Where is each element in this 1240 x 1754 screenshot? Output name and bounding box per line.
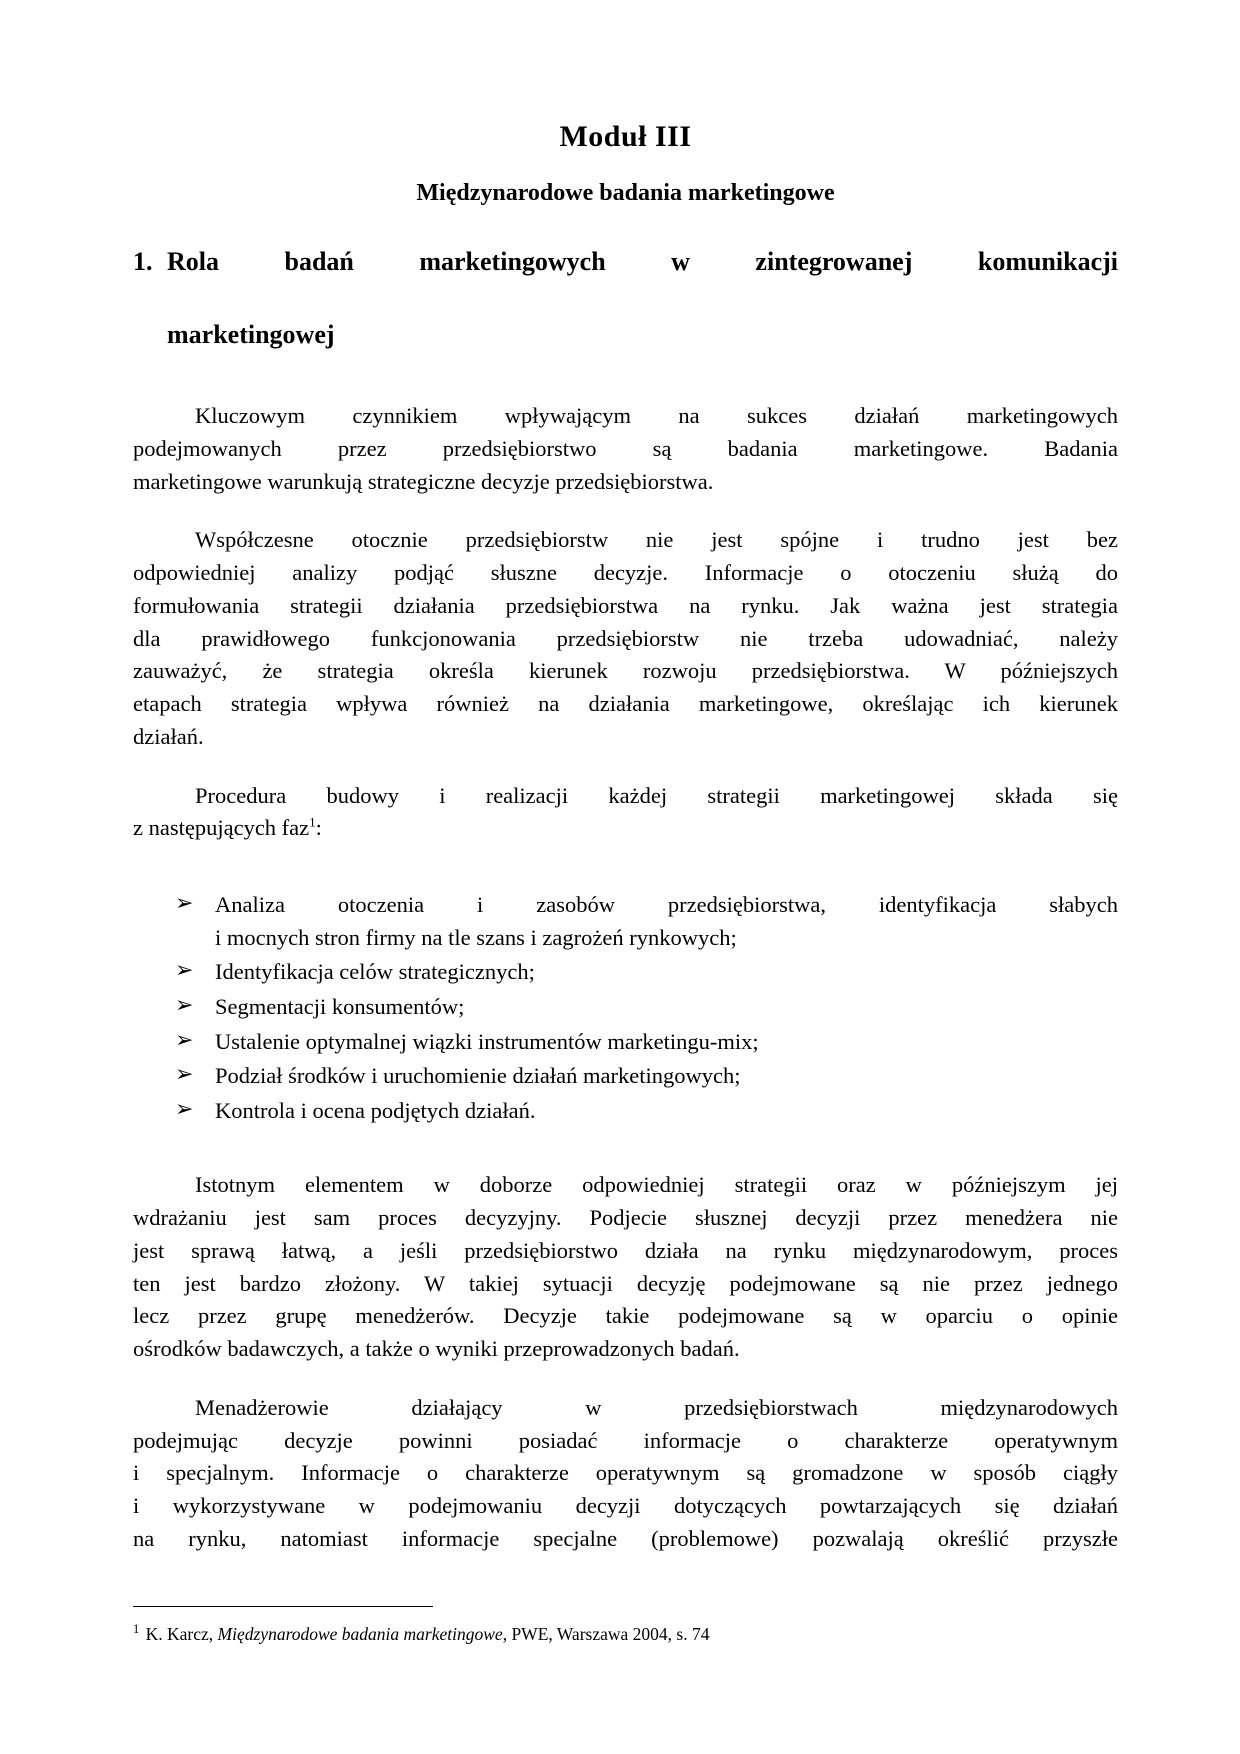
arrow-bullet-icon: ➢ bbox=[175, 958, 194, 984]
paragraph-line: dla prawidłowego funkcjonowania przedsiębiorstw nie trzeba udowadniać, należy bbox=[133, 625, 1118, 651]
list-item bbox=[175, 1095, 1118, 1128]
list-item bbox=[175, 1026, 1118, 1059]
paragraph-line: wdrażaniu jest sam proces decyzyjny. Podjecie słusznej decyzji przez menedżera nie bbox=[133, 1205, 1118, 1231]
footnote-number: 1 bbox=[133, 1621, 140, 1636]
paragraph-line-text: z następujących faz bbox=[133, 815, 310, 841]
arrow-bullet-icon: ➢ bbox=[175, 1062, 194, 1088]
list-item-line: Segmentacji konsumentów; bbox=[215, 993, 465, 1019]
paragraph-line: Istotnym elementem w doborze odpowiedniej strategii oraz w późniejszym jej bbox=[195, 1172, 1118, 1198]
paragraph-line: lecz przez grupę menedżerów. Decyzje takie podejmowane są w oparciu o opinie bbox=[133, 1303, 1118, 1329]
paragraph-1 bbox=[133, 400, 1118, 498]
paragraph-line-with-footnote bbox=[133, 812, 1118, 845]
list-item bbox=[175, 991, 1118, 1024]
paragraph-line: zauważyć, że strategia określa kierunek rozwoju przedsiębiorstwa. W późniejszych bbox=[133, 658, 1118, 684]
arrow-bullet-icon: ➢ bbox=[175, 891, 194, 917]
paragraph-line: marketingowe warunkują strategiczne decyzje przedsiębiorstwa. bbox=[133, 468, 714, 494]
list-item-line: Ustalenie optymalnej wiązki instrumentów marketingu-mix; bbox=[215, 1028, 759, 1054]
list-item bbox=[175, 956, 1118, 989]
footnote-title: Międzynarodowe badania marketingowe bbox=[217, 1623, 503, 1644]
paragraph-3 bbox=[133, 780, 1118, 845]
list-item-line: Identyfikacja celów strategicznych; bbox=[215, 959, 535, 985]
paragraph-line: Kluczowym czynnikiem wpływającym na sukces działań marketingowych bbox=[195, 403, 1118, 429]
page-subtitle: Międzynarodowe badania marketingowe bbox=[416, 179, 835, 206]
arrow-bullet-icon: ➢ bbox=[175, 1027, 194, 1053]
list-item-content bbox=[215, 991, 1118, 1024]
section-heading-text-1: Rola badań marketingowych w zintegrowanej komunikacji bbox=[167, 246, 1118, 276]
paragraph-line: jest sprawą łatwą, a jeśli przedsiębiorstwo działa na rynku międzynarodowym, proces bbox=[133, 1237, 1118, 1263]
footnote-1 bbox=[133, 1621, 1118, 1646]
list-item bbox=[175, 1060, 1118, 1093]
list-item-line: Kontrola i ocena podjętych działań. bbox=[215, 1097, 536, 1123]
footnote-area bbox=[133, 1606, 1118, 1646]
list-item-line: i mocnych stron firmy na tle szans i zagrożeń rynkowych; bbox=[215, 924, 737, 950]
paragraph-line: ten jest bardzo złożony. W takiej sytuacji decyzję podejmowane są nie przez jednego bbox=[133, 1270, 1118, 1296]
paragraph-line: i wykorzystywane w podejmowaniu decyzji dotyczących powtarzających się działań bbox=[133, 1493, 1118, 1519]
list-bottom-spacer bbox=[133, 1129, 1118, 1169]
section-heading-line-1 bbox=[133, 244, 1118, 318]
paragraph-line: i specjalnym. Informacje o charakterze operatywnym są gromadzone w sposób ciągły bbox=[133, 1460, 1118, 1486]
arrow-bullet-icon: ➢ bbox=[175, 992, 194, 1018]
list-item-content bbox=[215, 1060, 1118, 1093]
list-item-content bbox=[215, 956, 1118, 989]
list-item-content bbox=[215, 1026, 1118, 1059]
paragraph-line: ośrodków badawczych, a także o wyniki przeprowadzonych badań. bbox=[133, 1336, 740, 1362]
section-number: 1. bbox=[133, 246, 153, 276]
paragraph-2 bbox=[133, 524, 1118, 753]
paragraph-line: podejmowanych przez przedsiębiorstwo są badania marketingowe. Badania bbox=[133, 435, 1118, 461]
paragraph-line: Procedura budowy i realizacji każdej strategii marketingowej składa się bbox=[195, 782, 1118, 808]
paragraph-5 bbox=[133, 1392, 1118, 1556]
paragraph-4 bbox=[133, 1169, 1118, 1365]
paragraph-line: działań. bbox=[133, 723, 204, 749]
footnote-text-after: , PWE, Warszawa 2004, s. 74 bbox=[502, 1623, 710, 1644]
phases-list bbox=[133, 889, 1118, 1127]
paragraph-line: Menadżerowie działający w przedsiębiorstwach międzynarodowych bbox=[195, 1394, 1118, 1420]
list-item-content bbox=[215, 1095, 1118, 1128]
paragraph-line-colon: : bbox=[315, 815, 322, 841]
section-heading bbox=[133, 244, 1118, 355]
arrow-bullet-icon: ➢ bbox=[175, 1096, 194, 1122]
page-title: Moduł III bbox=[559, 120, 692, 153]
list-item bbox=[175, 889, 1118, 954]
paragraph-line: odpowiedniej analizy podjąć słuszne decyzje. Informacje o otoczeniu służą do bbox=[133, 560, 1118, 586]
paragraph-line: etapach strategia wpływa również na działania marketingowe, określając ich kierunek bbox=[133, 691, 1118, 717]
footnote-reference-marker[interactable]: 1 bbox=[309, 814, 316, 830]
footnote-separator-rule bbox=[133, 1606, 433, 1607]
paragraph-line: na rynku, natomiast informacje specjalne (problemowe) pozwalają określić przyszłe bbox=[133, 1525, 1118, 1551]
paragraph-line: podejmując decyzje powinni posiadać informacje o charakterze operatywnym bbox=[133, 1427, 1118, 1453]
section-heading-line-2: marketingowej bbox=[167, 320, 335, 350]
list-item-line: Podział środków i uruchomienie działań marketingowych; bbox=[215, 1063, 741, 1089]
list-item-content bbox=[215, 889, 1118, 954]
list-item-line: Analiza otoczenia i zasobów przedsiębiorstwa, identyfikacja słabych bbox=[215, 892, 1118, 918]
paragraph-line: formułowania strategii działania przedsiębiorstwa na rynku. Jak ważna jest strategia bbox=[133, 592, 1118, 618]
paragraph-line: Współczesne otocznie przedsiębiorstw nie jest spójne i trudno jest bez bbox=[195, 527, 1118, 553]
footnote-text-before: K. Karcz, bbox=[141, 1623, 218, 1644]
